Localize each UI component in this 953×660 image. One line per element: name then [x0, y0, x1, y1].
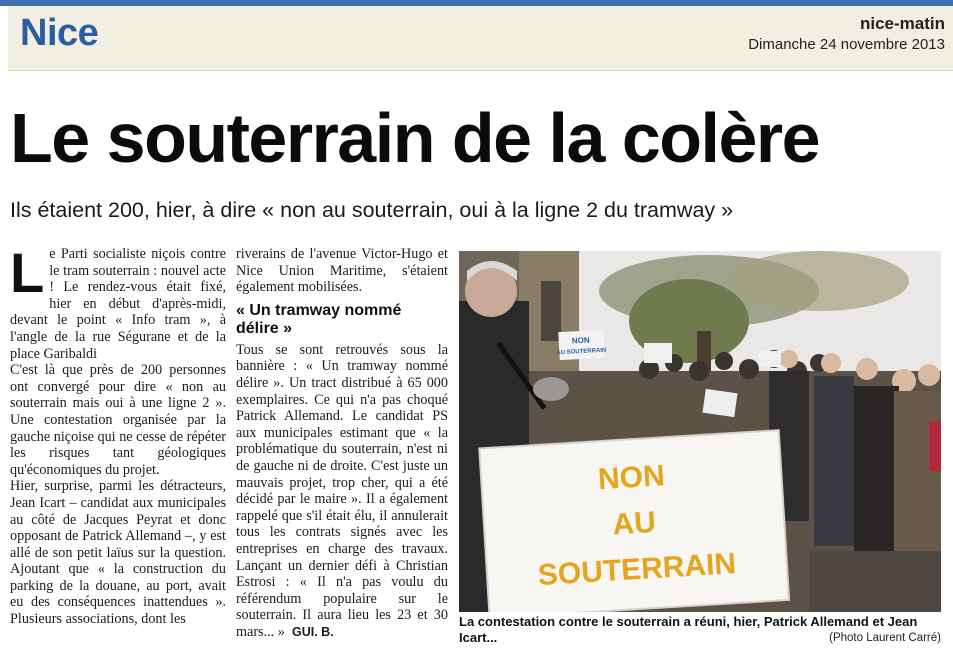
small-sign-text-1: NON — [571, 335, 590, 346]
paragraph-1: e Parti socialiste niçois contre le tram souterrain : nouvel acte ! Le rendez-vous était fixé, hier en début d'après-midi, devant le point « Info tram », à l'angle de la rue Ségurane et de la place Garibaldi — [10, 246, 226, 362]
paragraph-4: riverains de l'avenue Victor-Hugo et Nice Union Maritime, s'étaient également mobilisées. — [236, 246, 448, 296]
publication-date: Dimanche 24 novembre 2013 — [748, 36, 945, 53]
sign-text-line-2: AU — [611, 505, 657, 542]
section-title: Nice — [20, 12, 99, 54]
paragraph-5-text: Tous se sont retrouvés sous la bannière : « Un tramway nommé délire ». Un tract distribué à 65 000 exemplaires. Ce qui n'a pas choqué Patrick Allemand. Le candidat PS aux municipales estimant que « la problématique du souterrain, n'est ni de gauche ni de droite. C'est juste un mauvais projet, trop cher, qui a été décidé par le maire ». Il a également rappelé que s'il était élu, il annulerait tous les contrats signés avec les entreprises en charge des travaux. Lançant un dernier défi à Christian Estrosi : « Il n'a pas voulu du référendum populaire sur le souterrain. Il aura lieu les 23 et 30 mars... » — [236, 341, 448, 640]
intertitle: « Un tramway nommé délire » — [236, 301, 402, 337]
article-subhead: Ils étaient 200, hier, à dire « non au souterrain, oui à la ligne 2 du tramway » — [10, 198, 734, 222]
drop-cap: L — [10, 241, 45, 304]
protest-photo-illustration — [459, 251, 941, 612]
protest-sign — [479, 430, 789, 612]
article-photo — [459, 251, 941, 612]
photo-caption: La contestation contre le souterrain a réuni, hier, Patrick Allemand et Jean Icart... — [459, 614, 918, 645]
paragraph-5 — [236, 342, 448, 641]
newspaper-name: nice-matin — [859, 14, 945, 33]
byline: GUI. B. — [291, 624, 334, 639]
photo-credit: (Photo Laurent Carré) — [829, 632, 941, 644]
paragraph-3: Hier, surprise, parmi les détracteurs, Jean Icart – candidat aux municipales au côté de Jacques Peyrat et donc opposant de Patrick Allemand –, y est allé de son petit laïus sur la question. Ajoutant que « la construction du parking de la douane, au port, avait eu des conséquences inattendues ». Plusieurs associations, dont les — [10, 478, 226, 628]
article-headline: Le souterrain de la colère — [10, 99, 820, 177]
article-column-2 — [236, 246, 448, 640]
page-header — [8, 6, 953, 71]
sign-text-line-1: NON — [597, 459, 666, 497]
sign-text-line-3: SOUTERRAIN — [536, 547, 737, 593]
article-column-1 — [10, 241, 226, 628]
paragraph-2: C'est là que près de 200 personnes ont convergé pour dire « non au souterrain mais oui à une ligne 2 ». Une contestation organisée par la gauche niçoise qui ne cesse de répéter les risques tant géologiques qu'économiques du projet. — [10, 362, 226, 478]
small-sign-text-2: AU SOUTERRAIN — [556, 347, 607, 357]
